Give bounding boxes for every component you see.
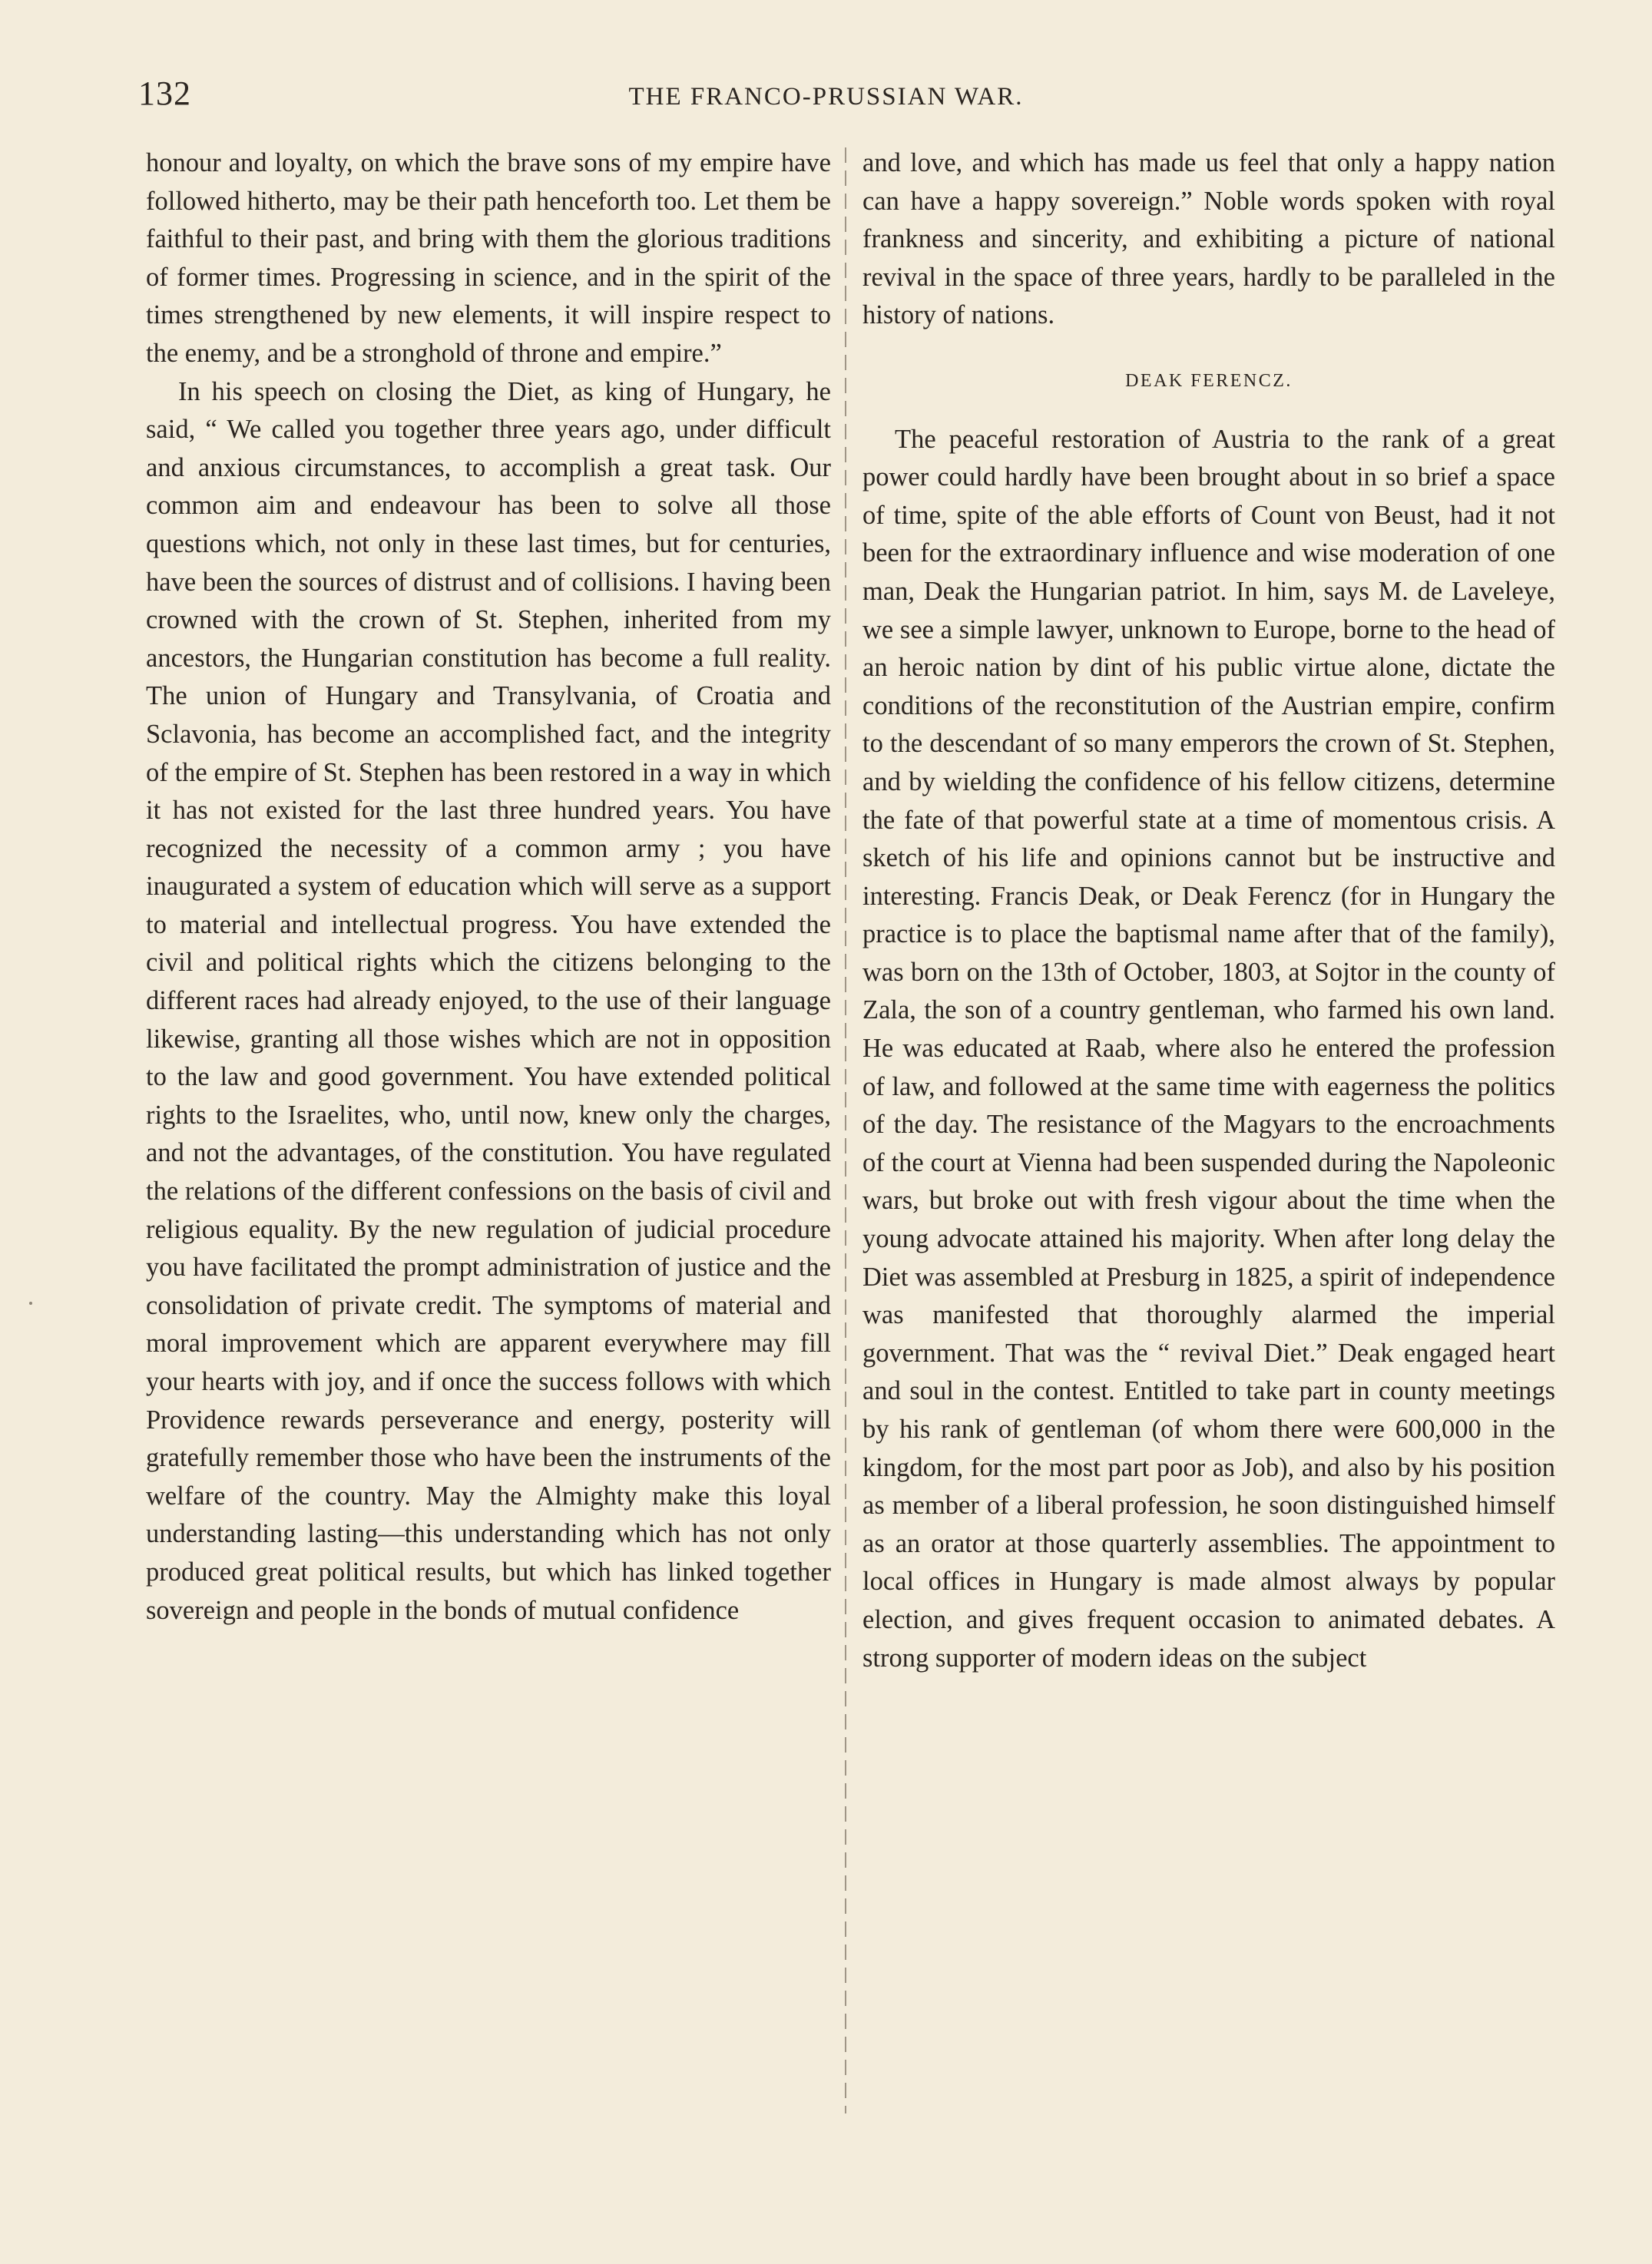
running-head: THE FRANCO-PRUSSIAN WAR. — [628, 83, 1024, 111]
paragraph: honour and loyalty, on which the brave sons of my empire have followed hitherto, may be their path henceforth too. Let them be faithful to their past, and bring with them the glorious traditions of former times. Progressing in science, and in the spirit of the times strengthened by new elements, it will inspire respect to the enemy, and be a stronghold of throne and empire.” — [146, 148, 831, 368]
paragraph: and love, and which has made us feel that only a happy nation can have a happy sovereign.” Noble words spoken with royal frankness and sincerity, and exhibiting a picture of national revival in the space of three years, hardly to be paralleled in the history of nations. — [862, 148, 1555, 330]
right-column — [862, 144, 1555, 1677]
section-heading: DEAK FERENCZ. — [1125, 370, 1293, 391]
page-number: 132 — [138, 74, 191, 112]
margin-speck — [29, 1302, 32, 1305]
left-column — [146, 144, 831, 1630]
column-rule — [845, 147, 846, 2113]
paragraph: In his speech on closing the Diet, as king of Hungary, he said, “ We called you together three years ago, under difficult and anxious circumstances, to accomplish a great task. Our common aim and endeavour has been to solve all those questions which, not only in these last times, but for centuries, have been the sources of distrust and of collisions. I having been crowned with the crown of St. Stephen, inherited from my ancestors, the Hungarian constitution has become a full reality. The union of Hungary and Transylvania, of Croatia and Sclavonia, has become an accomplished fact, and the integrity of the empire of St. Stephen has been restored in a way in which it has not existed for the last three hundred years. You have recognized the necessity of a common army ; you have inaugurated a system of education which will serve as a support to material and intellectual progress. You have extended the civil and political rights which the citizens belonging to the different races had already enjoyed, to the use of their language likewise, granting all those wishes which are not in opposition to the law and good government. You have extended political rights to the Israelites, who, until now, knew only the charges, and not the advantages, of the constitution. You have regulated the relations of the different confessions on the basis of civil and religious equality. By the new regulation of judicial procedure you have facilitated the prompt administration of justice and the consolidation of private credit. The symptoms of material and moral improvement which are apparent everywhere may fill your hearts with joy, and if once the success follows with which Providence rewards perseverance and energy, posterity will gratefully remember those who have been the instruments of the welfare of the country. May the Almighty make this loyal understanding lasting—this understanding which has not only produced great political results, but which has linked together sovereign and people in the bonds of mutual confidence — [146, 376, 831, 1625]
paragraph: The peaceful restoration of Austria to the rank of a great power could hardly have been brought about in so brief a space of time, spite of the able efforts of Count von Beust, had it not been for the extraordinary influence and wise moderation of one man, Deak the Hungarian patriot. In him, says M. de Laveleye, we see a simple lawyer, unknown to Europe, borne to the head of an heroic nation by dint of his public virtue alone, dictate the conditions of the reconstitution of the Austrian empire, confirm to the descendant of so many emperors the crown of St. Stephen, and by wielding the confidence of his fellow citizens, determine the fate of that powerful state at a time of momentous crisis. A sketch of his life and opinions cannot but be instructive and interesting. Francis Deak, or Deak Ferencz (for in Hungary the practice is to place the baptismal name after that of the family), was born on the 13th of October, 1803, at Sojtor in the county of Zala, the son of a country gentleman, who farmed his own land. He was educated at Raab, where also he entered the profession of law, and followed at the same time with eagerness the politics of the day. The resistance of the Magyars to the encroachments of the court at Vienna had been suspended during the Napoleonic wars, but broke out with fresh vigour about the time when the young advocate attained his majority. When after long delay the Diet was assembled at Presburg in 1825, a spirit of independence was manifested that thoroughly alarmed the imperial government. That was the “ revival Diet.” Deak engaged heart and soul in the contest. Entitled to take part in county meetings by his rank of gentleman (of whom there were 600,000 in the kingdom, for the most part poor as Job), and also by his position as member of a liberal profession, he soon distinguished himself as an orator at those quarterly assemblies. The appointment to local offices in Hungary is made almost always by popular election, and gives frequent occasion to animated debates. A strong supporter of modern ideas on the subject — [862, 424, 1555, 1673]
